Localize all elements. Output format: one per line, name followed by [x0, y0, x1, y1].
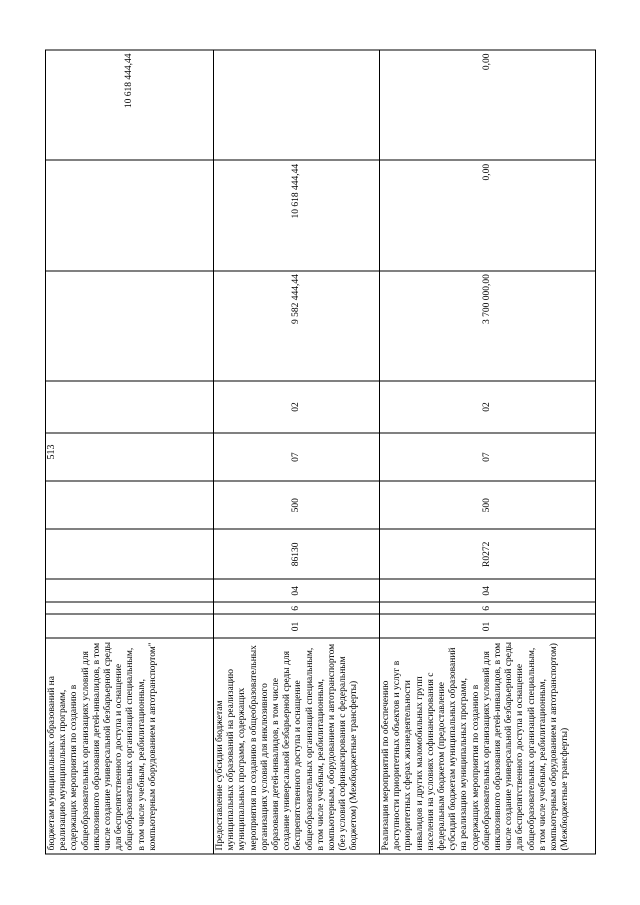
expense-type-code: 500 [214, 481, 380, 529]
amount-year-3: 0,00 [380, 50, 596, 160]
amount-year-1: 3 700 000,00 [380, 271, 596, 381]
amount-year-1: 9 582 444,44 [214, 271, 380, 381]
subprogram-code [46, 602, 214, 614]
direction-code [46, 529, 214, 579]
direction-code: R0272 [380, 529, 596, 579]
expense-type-code [46, 481, 214, 529]
page-number: 513 [46, 444, 57, 460]
amount-year-2 [46, 160, 214, 270]
table-row [46, 50, 214, 854]
section-code [46, 433, 214, 481]
table-row [380, 50, 596, 854]
row-description: бюджетам муниципальных образований на реализацию муниципальных программ, содержащих мероприятия по созданию в общеобразовательных организациях условий для инклюзивного образования детей-инвалидов, в том числе создание универсальной безбарьерной среды для беспрепятственного доступа и оснащение общеобразовательных организаций специальным, в том числе учебным, реабилитационным, компьютерным оборудованием и автотранспортом" [46, 638, 214, 854]
subsection-code: 02 [380, 381, 596, 433]
row-description: Реализация мероприятий по обеспечению доступности приоритетных объектов и услуг в приоритетных сферах жизнедеятельности инвалидов и других маломобильных групп населения на условиях софинансирования с федеральным бюджетом (предоставление субсидий бюджетам муниципальных образований на реализацию муниципальных программ, содержащих мероприятия по созданию в общеобразовательных организациях условий для инклюзивного образования детей-инвалидов, в том числе создание универсальной безбарьерной среды для беспрепятственного доступа и оснащение общеобразовательных организаций специальным, в том числе учебным, реабилитационным, компьютерным оборудованием и автотранспортом) (Межбюджетные трансферты) [380, 638, 596, 854]
amount-year-2: 10 618 444,44 [214, 160, 380, 270]
amount-year-3 [214, 50, 380, 160]
event-code: 04 [214, 579, 380, 602]
program-code: 01 [214, 614, 380, 638]
section-code: 07 [214, 433, 380, 481]
event-code [46, 579, 214, 602]
direction-code: 86130 [214, 529, 380, 579]
subsection-code [46, 381, 214, 433]
expense-type-code: 500 [380, 481, 596, 529]
budget-table [45, 50, 596, 855]
amount-year-3: 10 618 444,44 [46, 50, 214, 160]
section-code: 07 [380, 433, 596, 481]
table-row [214, 50, 380, 854]
amount-year-2: 0,00 [380, 160, 596, 270]
subsection-code: 02 [214, 381, 380, 433]
row-description: Предоставление субсидии бюджетам муниципальных образований на реализацию муниципальных программ, содержащих мероприятия по созданию в общеобразовательных организациях условий для инклюзивного образования детей-инвалидов, в том числе создание универсальной безбарьерной среды для беспрепятственного доступа и оснащение общеобразовательных организаций специальным, в том числе учебным, реабилитационным, компьютерным, оборудованием и автотранспортом (без условий софинансирования с федеральным бюджетом) (Межбюджетные трансферты) [214, 638, 380, 854]
amount-year-1 [46, 271, 214, 381]
subprogram-code: 6 [380, 602, 596, 614]
program-code [46, 614, 214, 638]
event-code: 04 [380, 579, 596, 602]
subprogram-code: 6 [214, 602, 380, 614]
budget-table-sheet [45, 50, 595, 855]
program-code: 01 [380, 614, 596, 638]
